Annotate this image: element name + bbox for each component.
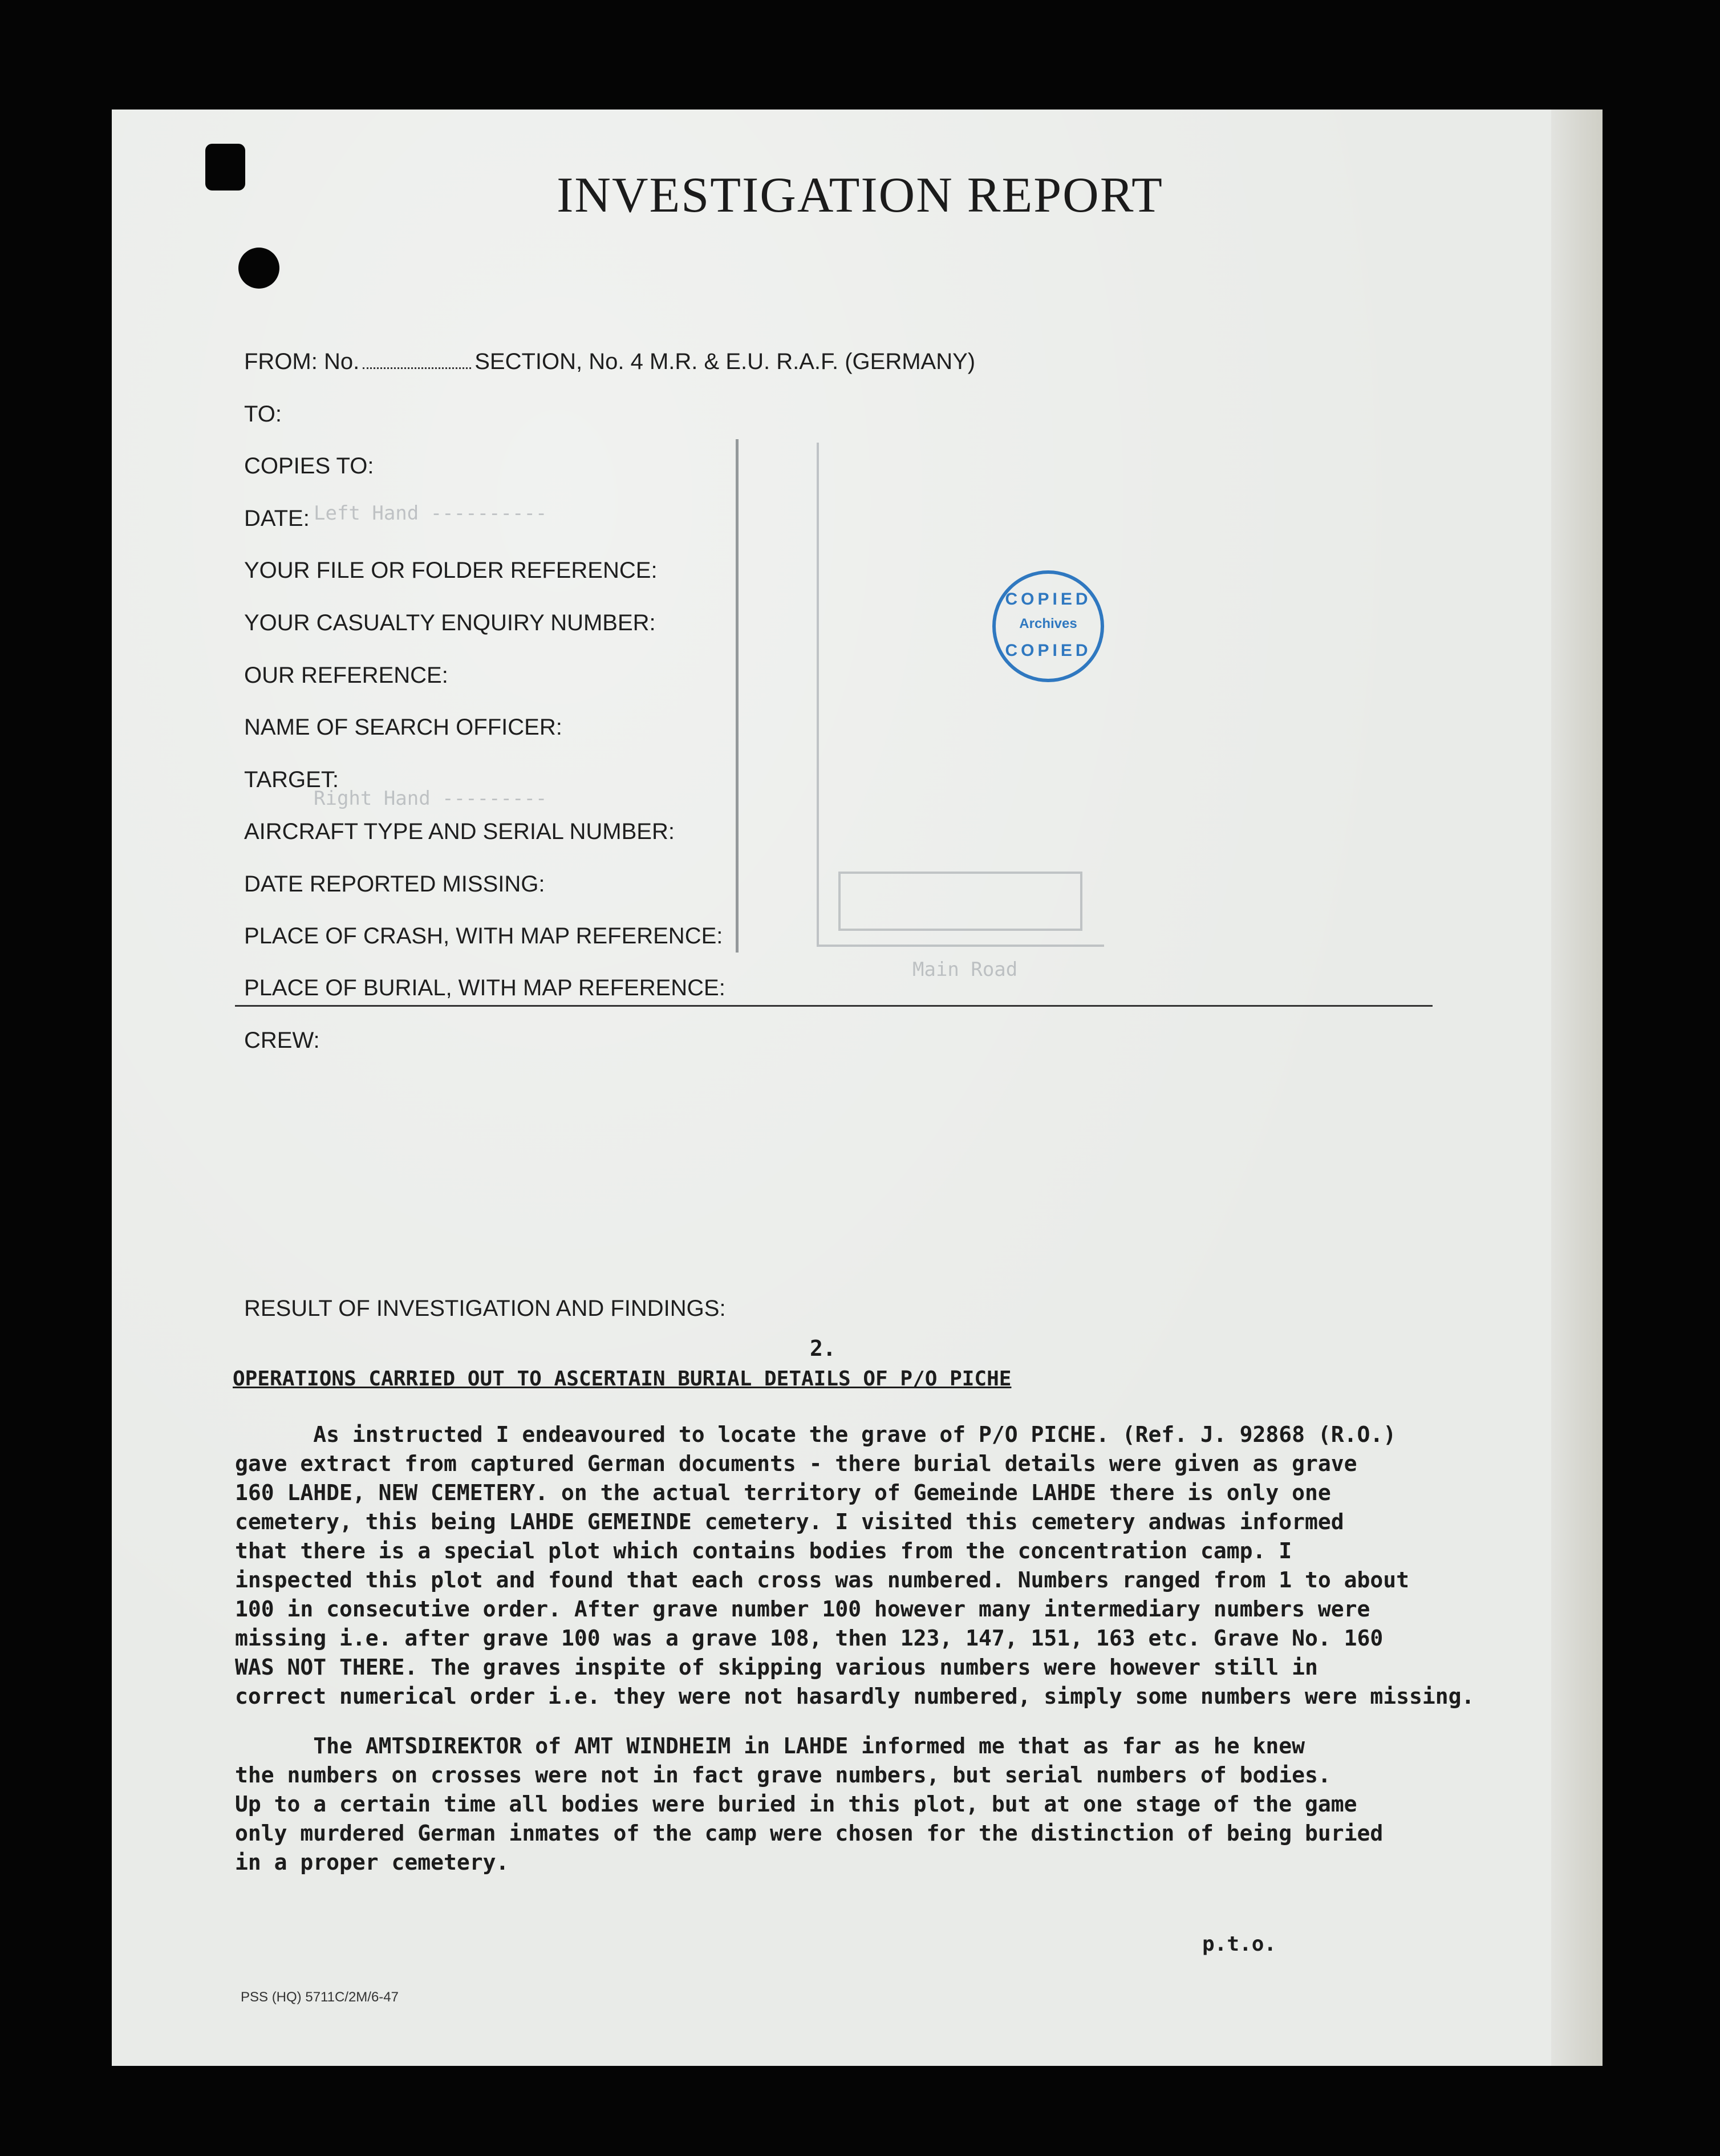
para1-line: cemetery, this being LAHDE GEMEINDE cemetery. I visited this cemetery andwas informed — [235, 1509, 1344, 1534]
para1-line: correct numerical order i.e. they were not hasardly numbered, simply some numbers were missing. — [235, 1684, 1475, 1709]
para1-line: WAS NOT THERE. The graves inspite of skipping various numbers were however still in — [235, 1655, 1318, 1680]
aircraft-type-label: AIRCRAFT TYPE AND SERIAL NUMBER: — [244, 819, 675, 844]
casualty-enquiry-label: YOUR CASUALTY ENQUIRY NUMBER: — [244, 610, 656, 635]
date-label: DATE: — [244, 506, 310, 531]
para1-line: that there is a special plot which contains bodies from the concentration camp. I — [235, 1538, 1292, 1563]
stamp-middle-text: Archives — [1019, 616, 1077, 631]
file-reference-label: YOUR FILE OR FOLDER REFERENCE: — [244, 558, 658, 583]
from-number-blank — [363, 367, 471, 369]
typed-page-number: 2. — [810, 1336, 836, 1361]
para2-line: the numbers on crosses were not in fact grave numbers, but serial numbers of bodies. — [235, 1762, 1331, 1788]
place-of-crash-label: PLACE OF CRASH, WITH MAP REFERENCE: — [244, 923, 723, 949]
typed-paragraph-2 — [235, 1732, 1564, 1877]
crew-label: CREW: — [244, 1028, 320, 1053]
para2-line: The AMTSDIREKTOR of AMT WINDHEIM in LAHDE informed me that as far as he knew — [235, 1733, 1305, 1758]
copies-to-label: COPIES TO: — [244, 453, 374, 479]
typed-paragraph-1 — [235, 1420, 1564, 1711]
ghost-text-right-hand: Right Hand --------- — [314, 787, 547, 810]
stamp-top-text: COPIED — [1005, 590, 1092, 609]
report-title: INVESTIGATION REPORT — [557, 168, 1163, 223]
to-label: TO: — [244, 402, 282, 427]
burial-divider-line — [235, 1005, 1433, 1007]
para2-line: in a proper cemetery. — [235, 1850, 509, 1875]
para2-line: only murdered German inmates of the camp were chosen for the distinction of being buried — [235, 1821, 1384, 1846]
ghost-text-main-road: Main Road — [912, 958, 1018, 981]
copied-archives-stamp — [992, 570, 1104, 682]
punch-hole-lower — [238, 248, 279, 289]
typed-pto: p.t.o. — [1202, 1932, 1277, 1956]
para1-line: gave extract from captured German documents - there burial details were given as grave — [235, 1451, 1357, 1476]
ghost-text-left-hand: Left Hand ---------- — [314, 502, 547, 525]
para1-line: inspected this plot and found that each cross was numbered. Numbers ranged from 1 to about — [235, 1567, 1410, 1592]
stamp-bottom-text: COPIED — [1005, 641, 1092, 660]
para1-line: 100 in consecutive order. After grave number 100 however many intermediary numbers were — [235, 1596, 1370, 1622]
result-of-investigation-label: RESULT OF INVESTIGATION AND FINDINGS: — [244, 1296, 726, 1321]
ghost-vertical-line — [736, 439, 739, 953]
form-footer-code: PSS (HQ) 5711C/2M/6-47 — [241, 1989, 399, 2005]
from-section-text: SECTION, No. 4 M.R. & E.U. R.A.F. (GERMANY) — [474, 349, 976, 374]
ghost-sketch-rectangle — [838, 872, 1082, 931]
para1-line: 160 LAHDE, NEW CEMETERY. on the actual territory of Gemeinde LAHDE there is only one — [235, 1480, 1331, 1505]
para1-line: As instructed I endeavoured to locate the grave of P/O PICHE. (Ref. J. 92868 (R.O.) — [235, 1422, 1397, 1447]
our-reference-label: OUR REFERENCE: — [244, 663, 448, 688]
from-field — [244, 349, 975, 375]
place-of-burial-label: PLACE OF BURIAL, WITH MAP REFERENCE: — [244, 975, 725, 1000]
para2-line: Up to a certain time all bodies were buried in this plot, but at one stage of the game — [235, 1792, 1357, 1817]
search-officer-label: NAME OF SEARCH OFFICER: — [244, 715, 562, 740]
date-missing-label: DATE REPORTED MISSING: — [244, 872, 545, 897]
from-label: FROM: No. — [244, 349, 360, 374]
para1-line: missing i.e. after grave 100 was a grave 108, then 123, 147, 151, 163 etc. Grave No. 160 — [235, 1626, 1384, 1651]
typed-section-heading: OPERATIONS CARRIED OUT TO ASCERTAIN BURIAL DETAILS OF P/O PICHE — [233, 1367, 1012, 1391]
target-label: TARGET: — [244, 767, 339, 792]
